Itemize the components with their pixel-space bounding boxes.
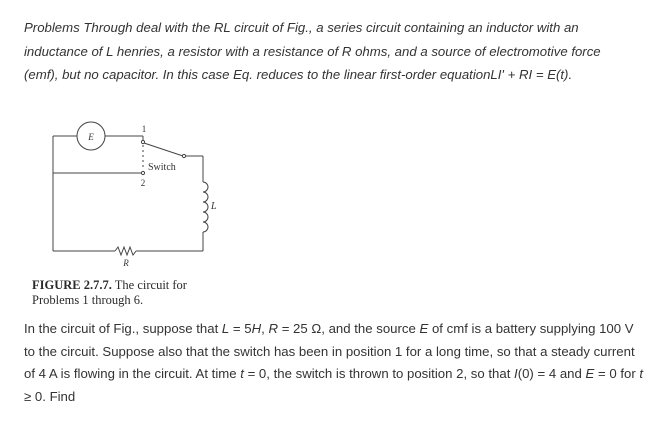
problem-statement xyxy=(24,318,644,408)
resistor-label: R xyxy=(123,258,129,268)
symbol-L: L xyxy=(221,321,230,336)
inductor-label: L xyxy=(211,201,217,212)
problem-text: = 5 xyxy=(229,321,252,336)
switch-label: Switch xyxy=(148,162,176,173)
problem-text: of cmf is a battery supplying 100 V to the circuit. Suppose also that the switch has been in position 1 for a long time, so that a steady current of 4 A is flowing in the circuit. At time xyxy=(24,321,635,381)
symbol-E: E xyxy=(419,321,429,336)
symbol-t: t xyxy=(240,366,244,381)
symbol-I: I xyxy=(514,366,518,381)
problem-text: (0) = 4 and xyxy=(517,366,586,381)
switch-blade xyxy=(144,143,183,156)
inductor-coil xyxy=(203,182,208,232)
problem-intro: Problems Through deal with the RL circuit of Fig., a series circuit containing an inductor with an inductance of L henries, a resistor with a resistance of R ohms, and a source of electromotive force (emf), but no capacitor. In this case Eq. reduces to the linear first-order equationLI' + RI = E(t). xyxy=(24,20,601,82)
figure-number: FIGURE 2.7.7. xyxy=(32,278,112,292)
switch-position-2: 2 xyxy=(140,178,146,188)
emf-label: E xyxy=(88,132,94,142)
unit-H: H xyxy=(251,321,262,336)
figure-caption-text-2: Problems 1 through 6. xyxy=(32,293,144,307)
problem-text: = 0 for xyxy=(594,366,640,381)
figure-caption xyxy=(32,278,252,308)
symbol-E: E xyxy=(585,366,595,381)
problem-text: = 25 Ω, and the source xyxy=(278,321,420,336)
problem-text: ≥ 0. Find xyxy=(24,388,76,404)
problem-text: , xyxy=(261,321,269,336)
symbol-R: R xyxy=(268,321,279,336)
switch-position-1: 1 xyxy=(141,124,147,134)
problem-text: In the circuit of Fig., suppose that xyxy=(24,321,222,336)
symbol-t: t xyxy=(639,366,644,381)
figure-caption-text: The circuit for xyxy=(114,278,187,292)
problem-text: = 0, the switch is thrown to position 2, so that xyxy=(243,366,515,381)
resistor-zigzag xyxy=(115,247,136,255)
rl-circuit-diagram xyxy=(40,118,230,278)
